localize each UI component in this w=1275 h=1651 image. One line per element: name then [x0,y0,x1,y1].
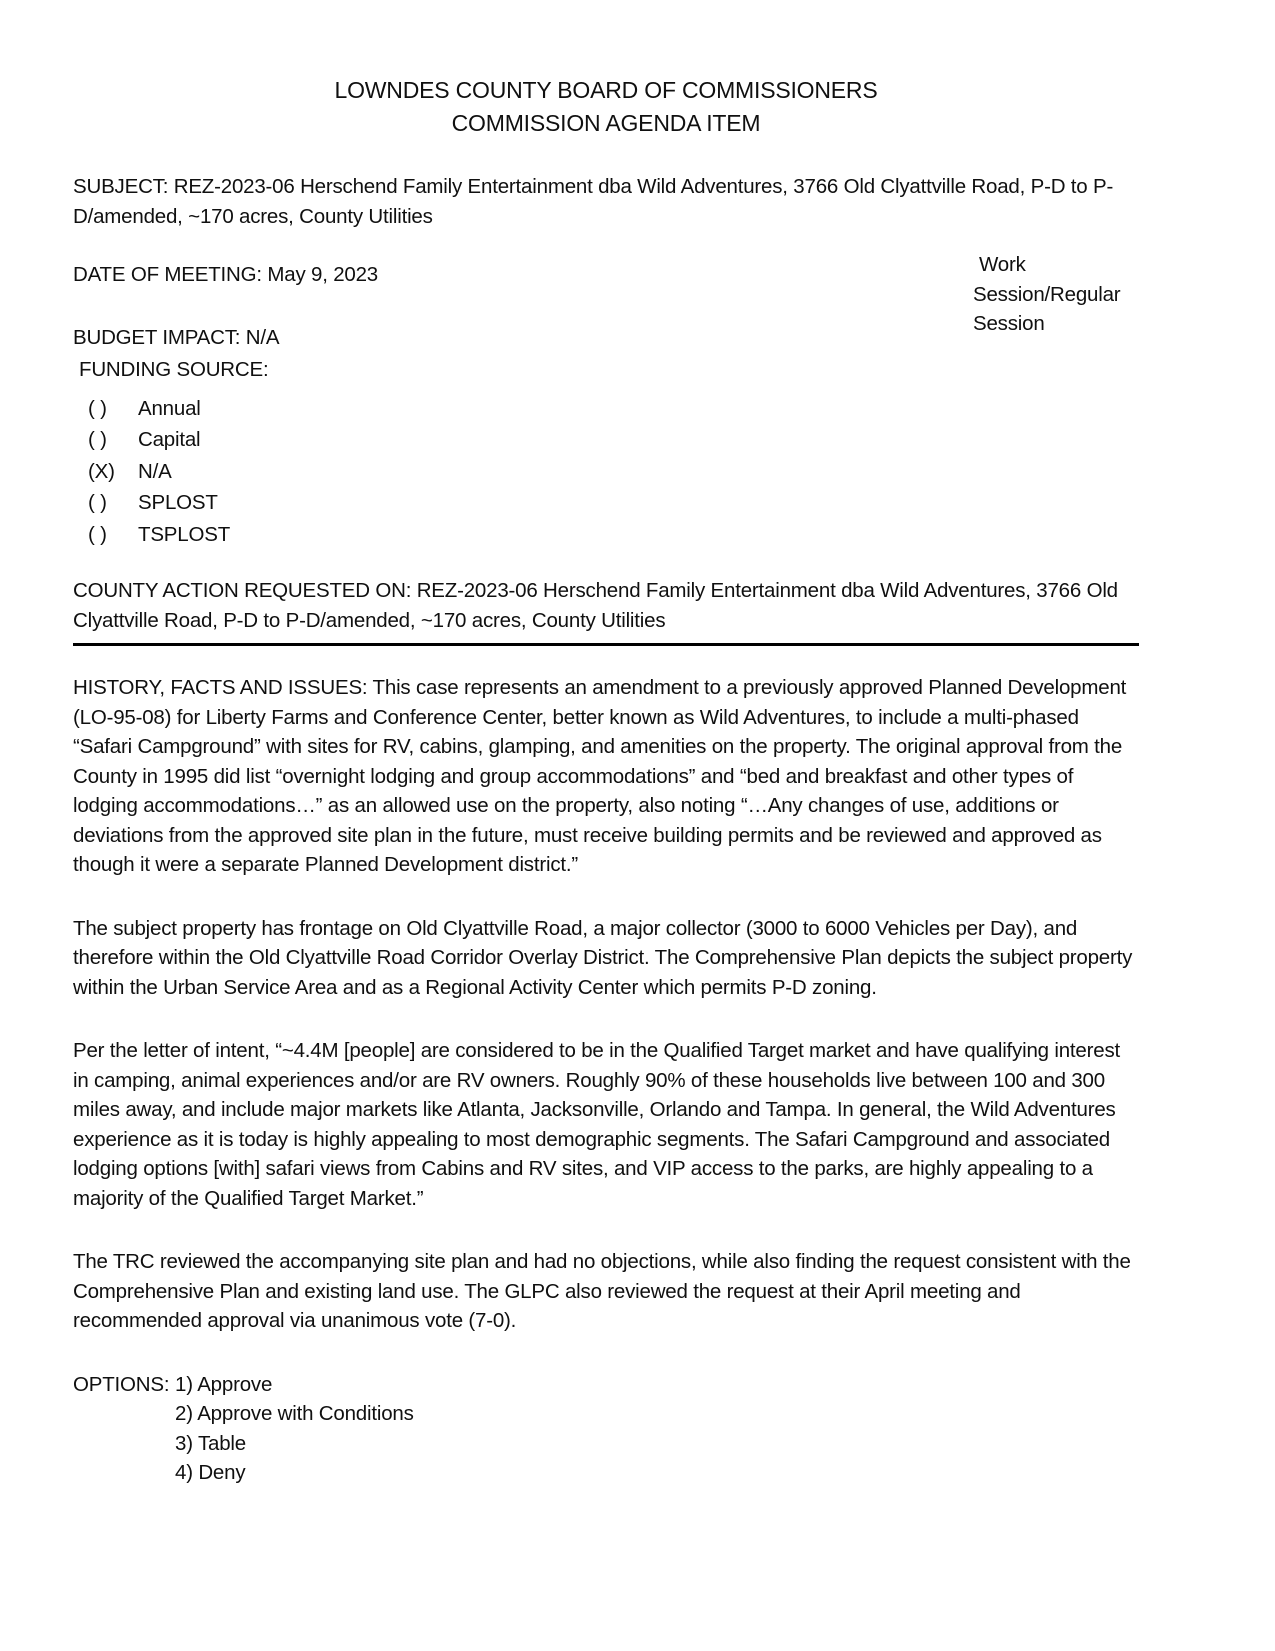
meeting-section [73,253,1139,550]
options-label: OPTIONS: [73,1372,170,1396]
county-action-requested: COUNTY ACTION REQUESTED ON: REZ-2023-06 Herschend Family Entertainment dba Wild Adventures, 3766 Old Clyattville Road, P-D to P-D/amended, ~170 acres, County Utilities [73,576,1139,646]
subject-line: SUBJECT: REZ-2023-06 Herschend Family Entertainment dba Wild Adventures, 3766 Old Clyattville Road, P-D to P-D/amended, ~170 acres, County Utilities [73,175,1114,228]
funding-option-na [73,456,1139,488]
option-approve: 1) Approve [175,1372,273,1396]
checkbox-na-checked: (X) [88,459,115,483]
options-section [73,1370,1139,1488]
date-of-meeting: DATE OF MEETING: May 9, 2023 [73,263,379,286]
options-list [175,1370,414,1488]
checkbox-tsplost: ( ) [88,522,107,546]
option-table: 3) Table [175,1431,246,1455]
budget-impact: BUDGET IMPACT: N/A [73,325,280,349]
document-title-line2: COMMISSION AGENDA ITEM [451,110,761,136]
funding-option-capital [73,424,1139,456]
funding-source-label: FUNDING SOURCE: [79,358,269,381]
funding-option-label: SPLOST [138,491,218,514]
funding-option-label: TSPLOST [138,522,231,546]
history-paragraph-2: The subject property has frontage on Old Clyattville Road, a major collector (3000 to 6000 Vehicles per Day), and therefore within the Old Clyattville Road Corridor Overlay District. The Comprehensive Plan depicts the subject property within the Urban Service Area and as a Regional Activity Center which permits P-D zoning. [73,916,1133,999]
document-title-line1: LOWNDES COUNTY BOARD OF COMMISSIONERS [334,77,878,103]
checkbox-capital: ( ) [88,428,107,451]
funding-option-annual [73,393,1139,425]
session-type: Work Session/Regular Session [973,253,1121,335]
funding-option-tsplost [73,519,1139,551]
funding-source-list [73,393,1139,551]
history-paragraph-4: The TRC reviewed the accompanying site plan and had no objections, while also finding the request consistent with the Comprehensive Plan and existing land use. The GLPC also reviewed the request at their April meeting and recommended approval via unanimous vote (7-0). [73,1250,1131,1332]
funding-option-label: N/A [138,459,172,483]
option-approve-with-conditions: 2) Approve with Conditions [175,1402,414,1425]
funding-option-label: Capital [138,428,201,451]
funding-option-splost [73,487,1139,519]
funding-option-label: Annual [138,396,201,420]
document-title [73,74,1139,140]
checkbox-splost: ( ) [88,491,107,514]
history-facts-issues [73,673,1139,1336]
history-paragraph-1: HISTORY, FACTS AND ISSUES: This case represents an amendment to a previously approved Planned Development (LO-95-08) for Liberty Farms and Conference Center, better known as Wild Adventures, to include a multi-phased “Safari Campground” with sites for RV, cabins, glamping, and amenities on the property. The original approval from the County in 1995 did list “overnight lodging and group accommodations” and “bed and breakfast and other types of lodging accommodations…” as an allowed use on the property, also noting “…Any changes of use, additions or deviations from the approved site plan in the future, must receive building permits and be reviewed and approved as though it were a separate Planned Development district.” [73,676,1127,876]
option-deny: 4) Deny [175,1461,246,1484]
history-paragraph-3: Per the letter of intent, “~4.4M [people] are considered to be in the Qualified Target market and have qualifying interest in camping, animal experiences and/or are RV owners. Roughly 90% of these households live between 100 and 300 miles away, and include major markets like Atlanta, Jacksonville, Orlando and Tampa. In general, the Wild Adventures experience as it is today is highly appealing to most demographic segments. The Safari Campground and associated lodging options [with] safari views from Cabins and RV sites, and VIP access to the parks, are highly appealing to a majority of the Qualified Target Market.” [73,1039,1120,1210]
checkbox-annual: ( ) [88,396,107,420]
